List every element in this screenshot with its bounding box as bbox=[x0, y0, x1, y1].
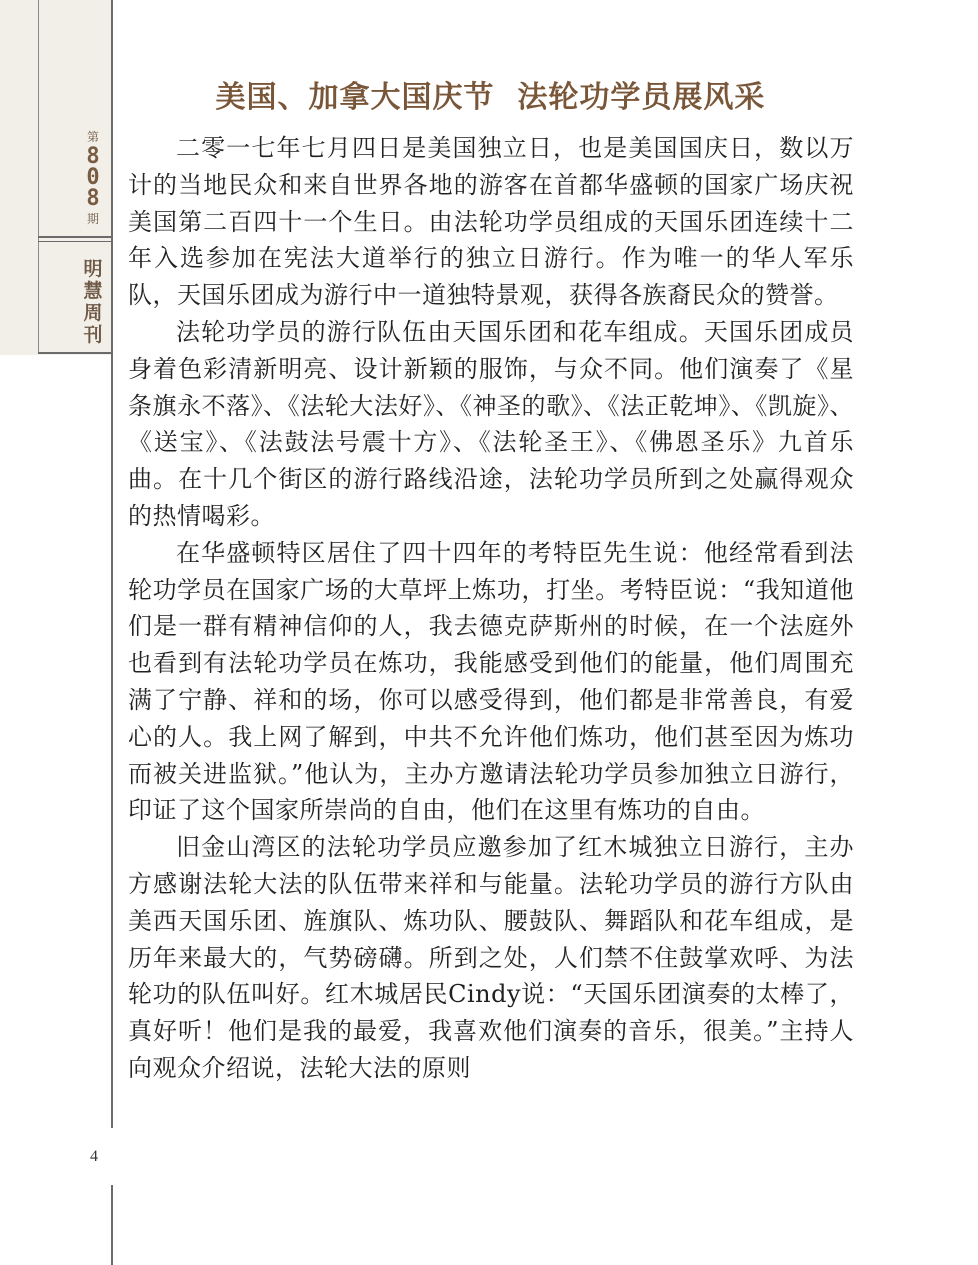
margin-rule-lower bbox=[111, 1185, 113, 1265]
publication-name: 明慧周刊 bbox=[83, 258, 103, 346]
article-paragraph: 在华盛顿特区居住了四十四年的考特臣先生说：他经常看到法轮功学员在国家广场的大草坪上炼功，打坐。考特臣说：“我知道他们是一群有精神信仰的人，我去德克萨斯州的时候，在一个法庭外也看到有法轮功学员在炼功，我能感受到他们的能量，他们周围充满了宁静、祥和的场，你可以感受得到，他们都是非常善良，有爱心的人。我上网了解到，中共不允许他们炼功，他们甚至因为炼功而被关进监狱。”他认为，主办方邀请法轮功学员参加独立日游行，印证了这个国家所崇尚的自由，他们在这里有炼功的自由。 bbox=[128, 538, 854, 825]
sidebar-bottom-divider bbox=[38, 352, 112, 354]
article-paragraph: 旧金山湾区的法轮功学员应邀参加了红木城独立日游行，主办方感谢法轮大法的队伍带来祥和与能量。法轮功学员的游行方队由美西天国乐团、旌旗队、炼功队、腰鼓队、舞蹈队和花车组成，是历年来最大的，气势磅礴。所到之处，人们禁不住鼓掌欢呼、为法轮功的队伍叫好。红木城居民Cindy说：“天国乐团演奏的太棒了，真好听！他们是我的最爱，我喜欢他们演奏的音乐，很美。”主持人向观众介绍说，法轮大法的原则 bbox=[128, 833, 854, 1082]
sidebar-divider bbox=[38, 236, 112, 238]
article-paragraph: 法轮功学员的游行队伍由天国乐团和花车组成。天国乐团成员身着色彩清新明亮、设计新颖的服饰，与众不同。他们演奏了《星条旗永不落》、《法轮大法好》、《神圣的歌》、《法正乾坤》、《凯旋》、《送宝》、《法鼓法号震十方》、《法轮圣王》、《佛恩圣乐》九首乐曲。在十几个街区的游行路线沿途，法轮功学员所到之处赢得观众的热情喝彩。 bbox=[128, 317, 854, 530]
issue-number: 808 bbox=[86, 144, 100, 211]
sidebar-inner-rule bbox=[38, 0, 39, 354]
issue-prefix: 第 bbox=[86, 130, 99, 144]
issue-suffix: 期 bbox=[86, 212, 99, 226]
article-title: 美国、加拿大国庆节 法轮功学员展风采 bbox=[215, 80, 766, 115]
article-paragraph: 二零一七年七月四日是美国独立日，也是美国国庆日，数以万计的当地民众和来自世界各地的游客在首都华盛顿的国家广场庆祝美国第二百四十一个生日。由法轮功学员组成的天国乐团连续十二年入选参加在宪法大道举行的独立日游行。作为唯一的华人军乐队，天国乐团成为游行中一道独特景观，获得各族裔民众的赞誉。 bbox=[128, 134, 854, 310]
article-body bbox=[128, 130, 854, 1087]
sidebar-divider-thin bbox=[38, 241, 112, 242]
page-number: 4 bbox=[90, 1148, 98, 1165]
margin-rule bbox=[111, 0, 113, 1128]
